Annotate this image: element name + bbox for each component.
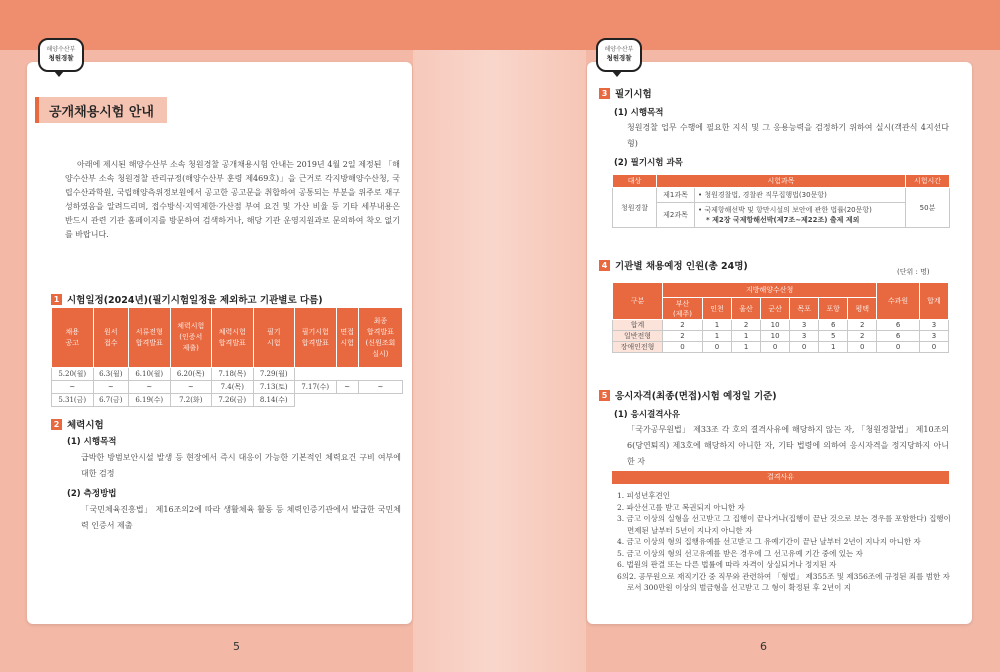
disqualification-item: 4. 금고 이상의 형의 집행유예를 선고받고 그 유예기간이 끝난 날부터 2년이 지나지 아니한 자 (617, 537, 921, 546)
schedule-cell: 6.10(월) (129, 368, 171, 381)
section-title: 시험일정(2024년)(필기시험일정을 제외하고 기관별로 다름) (67, 295, 323, 306)
quota-cell: 10 (761, 331, 790, 342)
section-1-heading (51, 292, 323, 306)
subheading-method: (2) 측정방법 (67, 489, 117, 499)
section-title: 필기시험 (615, 89, 652, 100)
quota-header: 부산 (제주) (663, 298, 703, 320)
quota-cell: 1 (702, 331, 731, 342)
quota-row-label: 일반전형 (613, 331, 663, 342)
schedule-cell: ~ (336, 381, 358, 394)
quota-group: 지방해양수산청 (663, 283, 877, 298)
section-title: 기관별 채용예정 인원(총 24명) (615, 261, 748, 272)
page-title: 공개채용시험 안내 (35, 97, 167, 123)
quota-col-total: 합계 (919, 283, 948, 320)
page-number-right: 6 (760, 640, 767, 653)
subject-1: • 청원경찰법, 경찰관 직무집행법(30문항) (695, 188, 906, 203)
col-target: 대상 (613, 175, 657, 188)
section-number: 5 (599, 390, 610, 401)
left-page (27, 62, 412, 624)
badge-line1: 해양수산부 (604, 46, 634, 53)
schedule-header: 최종 합격발표 (신원조회 실시) (358, 308, 402, 368)
quota-cell: 3 (919, 331, 948, 342)
quota-cell: 0 (919, 342, 948, 353)
schedule-header: 체력시험 합격발표 (212, 308, 254, 368)
schedule-cell: 5.20(월) (52, 368, 94, 381)
quota-cell: 6 (819, 320, 848, 331)
quota-cell: 0 (663, 342, 703, 353)
badge-line2: 청원경찰 (48, 54, 74, 62)
subject-2-note: * 제2장 국제항해선박(제7조~제22조) 출제 제외 (706, 216, 860, 224)
schedule-cell: 7.18(목) (212, 368, 254, 381)
quota-row-label: 합계 (613, 320, 663, 331)
quota-cell: 6 (877, 331, 920, 342)
schedule-table (51, 307, 403, 407)
quota-cell: 10 (761, 320, 790, 331)
badge-right (596, 38, 642, 72)
schedule-cell: ~ (129, 381, 171, 394)
schedule-cell: ~ (170, 381, 212, 394)
quota-row (613, 331, 949, 342)
subheading-disqualification: (1) 응시결격사유 (614, 410, 680, 420)
quota-header: 울산 (732, 298, 761, 320)
written-purpose-text: 청원경찰 업무 수행에 필요한 지식 및 그 응용능력을 검정하기 위하여 실시(객관식 4지선다형) (627, 123, 949, 148)
badge-left (38, 38, 84, 72)
subjects-table (612, 174, 950, 228)
schedule-cell: ~ (52, 381, 94, 394)
schedule-header: 필기 시험 (253, 308, 295, 368)
quota-cell: 0 (877, 342, 920, 353)
schedule-cell: ~ (93, 381, 129, 394)
schedule-cell: ~ (358, 381, 402, 394)
col-subject: 시험과목 (657, 175, 906, 188)
schedule-header: 면접 시험 (336, 308, 358, 368)
quota-cell: 1 (702, 320, 731, 331)
badge-line2: 청원경찰 (606, 54, 632, 62)
schedule-cell: 7.13(토) (253, 381, 295, 394)
subheading-purpose: (1) 시행목적 (614, 108, 664, 118)
subject-2-no: 제2과목 (657, 203, 695, 228)
schedule-header: 채용 공고 (52, 308, 94, 368)
page-number-left: 5 (233, 640, 240, 653)
quota-header: 인천 (702, 298, 731, 320)
subject-target: 청원경찰 (613, 188, 657, 228)
quota-cell: 3 (919, 320, 948, 331)
quota-header: 군산 (761, 298, 790, 320)
section-3-heading (599, 86, 652, 100)
right-page (587, 62, 972, 624)
schedule-header: 필기시험 합격발표 (295, 308, 337, 368)
disqualification-item: 6의2. 공무원으로 재직기간 중 직무와 관련하여 「형법」 제355조 및 제356조에 규정된 죄를 범한 자로서 300만원 이상의 벌금형을 선고받고 그 형이 확정된 후 2년이 지 (617, 571, 950, 592)
section-title: 체력시험 (67, 420, 104, 431)
quota-cell: 1 (732, 342, 761, 353)
quota-header: 포항 (819, 298, 848, 320)
intro-paragraph: 아래에 제시된 해양수산부 소속 청원경찰 공개채용시험 안내는 2019년 4월 2일 제정된 「해양수산부 소속 청원경찰 관리규정(해양수산부 훈령 제469호)」을 근거로 각지방해양수산청, 국립수산과학원, 국립해양측위정보원에서 공고한 공고문을 취합하여 공통되는 부분을 위주로 재구성하였음을 알려드리며, 접수방식·지역제한·가산점 부여 요건 및 가산 비율 등 기타 세부내용은 반드시 관련 기관 홈페이지를 방문하여 검색하거나, 해당 기관 운영지원과로 문의하여 착오 없기를 바랍니다. (65, 160, 400, 239)
section-number: 2 (51, 419, 62, 430)
quota-cell: 2 (848, 320, 877, 331)
subject-time: 50분 (906, 188, 950, 228)
schedule-cell: 7.2(화) (170, 394, 212, 407)
quota-col-nifs: 수과원 (877, 283, 920, 320)
section-2-heading (51, 417, 104, 431)
quota-table (612, 282, 949, 353)
schedule-cell: 8.14(수) (253, 394, 295, 407)
schedule-cell: 7.4(목) (212, 381, 254, 394)
book-spine (413, 50, 586, 672)
disqualification-item: 1. 피성년후견인 (617, 491, 671, 500)
quota-cell: 0 (761, 342, 790, 353)
quota-cell: 2 (663, 331, 703, 342)
schedule-header: 서류전형 합격발표 (129, 308, 171, 368)
quota-cell: 2 (663, 320, 703, 331)
quota-header: 평택 (848, 298, 877, 320)
subject-2-line1: • 국제항해선박 및 항만시설의 보안에 관한 법률(20문항) (698, 206, 872, 214)
subheading-purpose: (1) 시행목적 (67, 437, 117, 447)
schedule-cell: 6.20(목) (170, 368, 212, 381)
quota-cell: 5 (819, 331, 848, 342)
quota-cell: 1 (819, 342, 848, 353)
quota-col-label: 구분 (613, 283, 663, 320)
section-number: 3 (599, 88, 610, 99)
top-band (0, 0, 1000, 50)
schedule-cell: 7.17(수) (295, 381, 337, 394)
col-time: 시험시간 (906, 175, 950, 188)
disqualification-title: 결격사유 (612, 471, 949, 484)
schedule-cell: 6.3(월) (93, 368, 129, 381)
subject-1-no: 제1과목 (657, 188, 695, 203)
section-4-heading (599, 258, 748, 272)
disqualification-text: 「국가공무원법」 제33조 각 호의 결격사유에 해당하지 않는 자, 「청원경찰법」 제10조의6(당연퇴직) 제3호에 해당하지 아니한 자, 기타 법령에 의하여 응시자격을 정지당하지 아니한 자 (627, 425, 949, 466)
quota-cell: 2 (848, 331, 877, 342)
section-number: 1 (51, 294, 62, 305)
subject-2 (695, 203, 906, 228)
quota-cell: 1 (732, 331, 761, 342)
purpose-text: 급박한 방범보안시설 발생 등 현장에서 즉시 대응이 가능한 기본적인 체력요건 구비 여부에 대한 검정 (81, 453, 401, 478)
method-text: 「국민체육진흥법」 제16조의2에 따라 생활체육 활동 등 체력인증기관에서 발급한 국민체력 인증서 제출 (81, 505, 401, 530)
section-5-heading (599, 388, 777, 402)
quota-cell: 0 (790, 342, 819, 353)
schedule-header: 체력시험 (인증서 제출) (170, 308, 212, 368)
quota-cell: 3 (790, 331, 819, 342)
schedule-header: 원서 접수 (93, 308, 129, 368)
schedule-cell: 6.7(금) (93, 394, 129, 407)
quota-header: 목포 (790, 298, 819, 320)
disqualification-item: 5. 금고 이상의 형의 선고유예를 받은 경우에 그 선고유예 기간 중에 있는 자 (617, 548, 863, 558)
quota-cell: 2 (732, 320, 761, 331)
unit-label: (단위 : 명) (897, 268, 930, 276)
disqualification-item: 3. 금고 이상의 실형을 선고받고 그 집행이 끝나거나(집행이 끝난 것으로 보는 경우를 포함한다) 집행이 면제된 날부터 5년이 지나지 아니한 자 (617, 514, 951, 535)
schedule-cell: 7.29(월) (253, 368, 295, 381)
section-title: 응시자격(최종(면접)시험 예정일 기준) (615, 391, 777, 402)
subheading-subjects: (2) 필기시험 과목 (614, 158, 683, 168)
quota-cell: 6 (877, 320, 920, 331)
quota-row (613, 342, 949, 353)
disqualification-item: 6. 법원의 판결 또는 다른 법률에 따라 자격이 상실되거나 정지된 자 (617, 560, 837, 569)
disqualification-list (617, 490, 952, 594)
quota-row (613, 320, 949, 331)
quota-row-label: 장애인전형 (613, 342, 663, 353)
badge-line1: 해양수산부 (46, 46, 76, 53)
quota-cell: 0 (702, 342, 731, 353)
quota-cell: 0 (848, 342, 877, 353)
quota-cell: 3 (790, 320, 819, 331)
section-number: 4 (599, 260, 610, 271)
schedule-cell: 7.26(금) (212, 394, 254, 407)
disqualification-item: 2. 파산선고를 받고 복권되지 아니한 자 (617, 502, 745, 512)
schedule-cell: 5.31(금) (52, 394, 94, 407)
schedule-cell: 6.19(수) (129, 394, 171, 407)
